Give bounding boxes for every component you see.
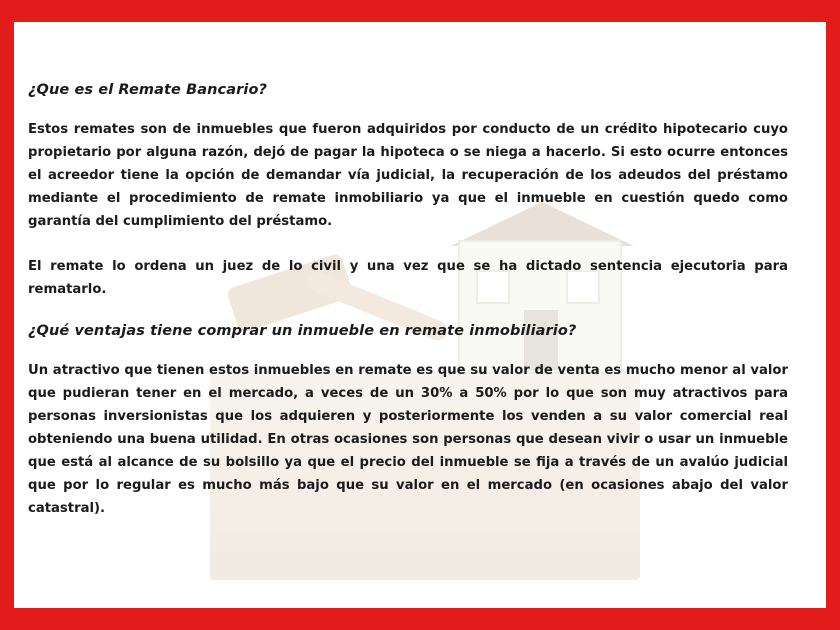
red-border-right: [826, 0, 840, 630]
paragraph-ventajas: Un atractivo que tienen estos inmuebles en remate es que su valor de venta es mucho menor al valor que pudieran tener en el mercado, a veces de un 30% a 50% por lo que son muy atractivos para personas inversionistas que los adquieren y posteriormente los venden a su valor comercial real obteniendo una buena utilidad. En otras ocasiones son personas que desean vivir o usar un inmueble que está al alcance de su bolsillo ya que el precio del inmueble se fija a través de un avalúo judicial que por lo regular es mucho más bajo que su valor en el mercado (en ocasiones abajo del valor catastral).: [28, 363, 788, 516]
section-heading-ventajas: ¿Qué ventajas tiene comprar un inmueble en remate inmobiliario?: [28, 323, 577, 339]
red-border-left: [0, 0, 14, 630]
document-body: [14, 22, 826, 608]
red-border-top: [0, 0, 840, 22]
red-border-bottom: [0, 608, 840, 630]
paragraph-juez-civil: El remate lo ordena un juez de lo civil y una vez que se ha dictado sentencia ejecutoria para rematarlo.: [28, 259, 788, 297]
section-heading-remate-bancario: ¿Que es el Remate Bancario?: [28, 82, 268, 98]
paragraph-definicion-remate: Estos remates son de inmuebles que fueron adquiridos por conducto de un crédito hipotecario cuyo propietario por alguna razón, dejó de pagar la hipoteca o se niega a hacerlo. Si esto ocurre entonces el acreedor tiene la opción de demandar vía judicial, la recuperación de los adeudos del préstamo mediante el procedimiento de remate inmobiliario ya que el inmueble en cuestión quedo como garantía del cumplimiento del préstamo.: [28, 122, 788, 229]
